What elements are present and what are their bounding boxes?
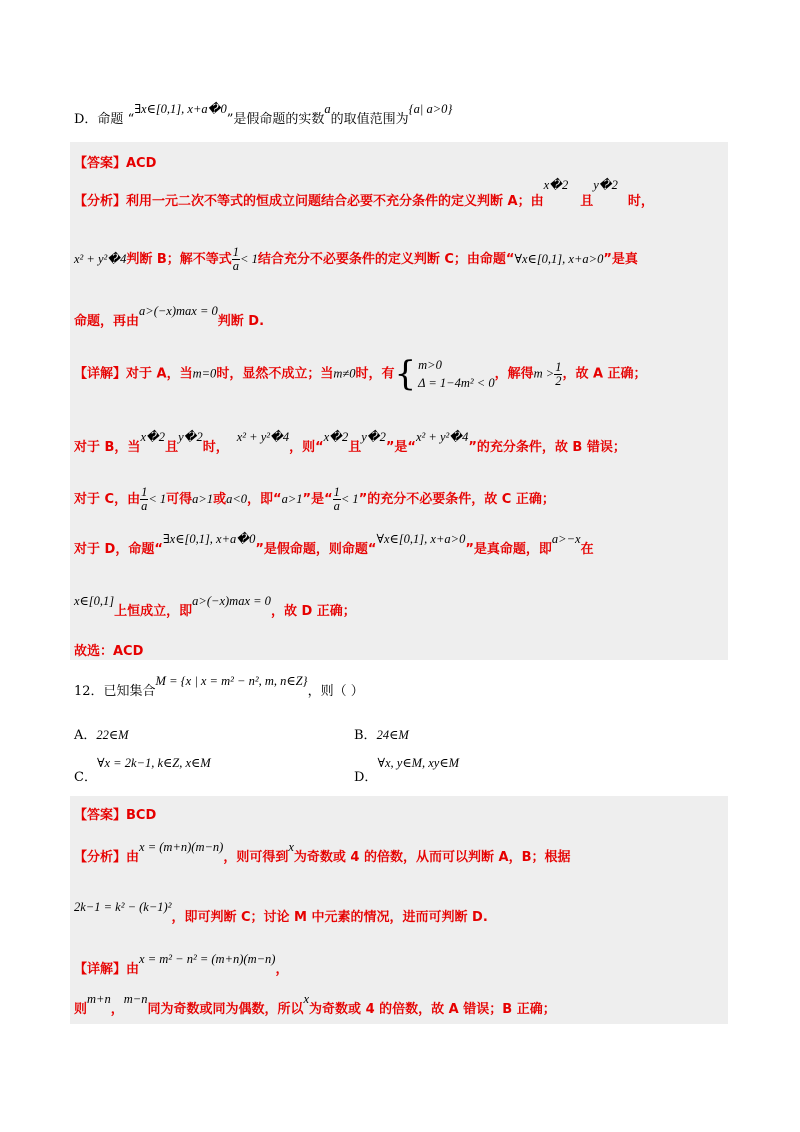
prev-option-d	[74, 102, 453, 127]
detail-b-head: 对于 B，当	[74, 440, 141, 455]
analysis-2-t2: 为奇数或 4 的倍数，从而可以判断 A，B；根据	[293, 850, 571, 865]
analysis-t2: 结合充分不必要条件的定义判断 C；由命题“	[257, 252, 515, 267]
analysis-t3: ”是真	[603, 252, 638, 267]
detail-2-e-t1: ，	[110, 1002, 124, 1017]
detail-1-line-d	[74, 532, 594, 557]
math-x2y2: x² + y²�4	[74, 252, 127, 266]
frac-num: 1	[333, 485, 340, 499]
or-word: 或	[213, 492, 227, 507]
math-m-plus-n: m+n	[87, 992, 111, 1006]
frac-den: a	[333, 499, 340, 513]
detail-d-t4: 上恒成立，即	[114, 604, 193, 619]
detail-d-t2: ”是真命题，即	[465, 542, 552, 557]
when-word: 时，	[627, 194, 654, 209]
math-x-ge-2: x�2	[140, 430, 166, 444]
analysis-2-t3: ，即可判断 C；讨论 M 中元素的情况，进而可判断 D.	[171, 910, 488, 925]
analysis-t1: 判断 B；解不等式	[126, 252, 232, 267]
frac-num: 1	[141, 485, 148, 499]
answer-1-label: 【答案】ACD	[74, 156, 157, 171]
fraction-1-over-a	[333, 486, 341, 513]
option-c-label: C．	[74, 770, 97, 785]
detail-1-line-e	[74, 594, 356, 619]
system-row-2: Δ = 1−4m² < 0	[418, 376, 495, 390]
option-d-expr: ∃x∈[0,1], x+a�0	[134, 102, 227, 116]
when-word: 时，	[202, 440, 229, 455]
math-2k-1: 2k−1 = k² − (k−1)²	[74, 900, 172, 914]
math-lt-1: < 1	[240, 252, 258, 266]
answer-block-1	[70, 142, 728, 660]
frac-den: a	[232, 259, 240, 273]
option-d-label: D．	[354, 770, 378, 785]
math-lt-1: < 1	[148, 492, 167, 506]
math-x-ge-2: x�2	[543, 178, 569, 192]
math-x-diff-squares: x = m² − n² = (m+n)(m−n)	[139, 952, 276, 966]
math-y-ge-2: y�2	[178, 430, 203, 444]
math-x-in-interval: x∈[0,1]	[74, 594, 115, 608]
and-word: 且	[165, 440, 179, 455]
math-m-ne-0: m≠0	[333, 366, 356, 381]
frac-den: 2	[555, 373, 562, 388]
math-lt-1: < 1	[340, 492, 359, 506]
and-word: 且	[580, 194, 594, 209]
detail-t4: ，故 A 正确；	[562, 366, 647, 382]
option-d-text: 是假命题的实数	[233, 112, 325, 127]
detail-d-t3: 在	[580, 542, 594, 557]
math-x2y2: x² + y²�4	[415, 430, 469, 444]
option-d-set: {a| a>0}	[408, 102, 453, 116]
detail-1-line-a	[74, 356, 647, 392]
analysis-2-line-1	[74, 840, 571, 865]
option-d-text2: 的取值范围为	[330, 112, 409, 127]
q12-stem-text: 12．已知集合	[74, 684, 156, 699]
option-b-math: 24∈M	[376, 728, 409, 742]
math-x-product: x = (m+n)(m−n)	[139, 840, 224, 854]
detail-t3: ，解得	[494, 366, 534, 382]
quote-open: “	[127, 112, 135, 127]
detail-2-e-head: 则	[74, 1002, 88, 1017]
detail-1-line-b	[74, 430, 626, 455]
option-d-label: D．命题	[74, 112, 124, 127]
brace-glyph: {	[394, 354, 417, 394]
analysis-1-line-3	[74, 304, 265, 329]
frac-num: 1	[232, 245, 240, 259]
detail-2-line-1	[74, 952, 289, 977]
detail-head: 【详解】对于 A，当	[74, 366, 193, 382]
detail-c-head: 对于 C，由	[74, 492, 141, 507]
math-x-ge-2: x�2	[323, 430, 349, 444]
analysis-2-head: 【分析】由	[74, 850, 140, 865]
math-a-gt-1: a>1	[192, 492, 214, 506]
analysis-t5: 判断 D.	[217, 314, 265, 329]
system-of-inequalities	[394, 356, 494, 392]
detail-c-t4: ”的充分不必要条件，故 C 正确；	[358, 492, 555, 507]
math-forall: ∀x∈[0,1], x+a>0	[376, 532, 466, 546]
option-b[interactable]	[354, 724, 409, 743]
detail-d-head: 对于 D，命题“	[74, 542, 163, 557]
detail-b-t1: ，则“	[289, 440, 324, 455]
analysis-head: 【分析】利用一元二次不等式的恒成立问题结合必要不充分条件的定义判断 A；由	[74, 194, 544, 209]
math-m-eq-0: m=0	[192, 366, 217, 381]
option-c[interactable]	[74, 752, 211, 785]
math-x2y2: x² + y²�4	[236, 430, 290, 444]
math-max: a>(−x)max = 0	[192, 594, 271, 608]
math-set-m: M = {x | x = m² − n², m, n∈Z}	[155, 674, 308, 688]
math-m-gt: m >	[533, 366, 555, 381]
detail-c-t3: ”是“	[302, 492, 333, 507]
answer-2-label: 【答案】BCD	[74, 808, 157, 823]
math-y-ge-2: y�2	[361, 430, 386, 444]
detail-2-head: 【详解】由	[74, 962, 140, 977]
detail-c-t1: 可得	[166, 492, 193, 507]
analysis-t4: 命题，再由	[74, 314, 140, 329]
system-row-1: m>0	[418, 358, 442, 372]
option-d-var: a	[324, 102, 331, 116]
analysis-2-t1: ，则可得到	[223, 850, 289, 865]
detail-2-t1: ，	[275, 962, 289, 977]
detail-c-t2: ，即“	[247, 492, 282, 507]
option-c-math: ∀x = 2k−1, k∈Z, x∈M	[96, 756, 211, 770]
math-exists: ∃x∈[0,1], x+a�0	[162, 532, 256, 546]
detail-1-line-c	[74, 486, 555, 513]
analysis-1-line-1	[74, 178, 654, 209]
question-12-stem	[74, 674, 364, 699]
option-d-math: ∀x, y∈M, xy∈M	[377, 756, 460, 770]
fraction-1-over-a	[232, 246, 240, 273]
choice-1: 故选：ACD	[74, 644, 144, 659]
q12-tail: ，则（ ）	[307, 684, 364, 699]
math-m-minus-n: m−n	[123, 992, 148, 1006]
and-word: 且	[348, 440, 362, 455]
detail-b-t3: ”的充分条件，故 B 错误；	[468, 440, 626, 455]
math-x: x	[303, 992, 310, 1006]
detail-2-line-2	[74, 992, 556, 1017]
math-max: a>(−x)max = 0	[139, 304, 218, 318]
detail-t2: 时，有	[355, 366, 395, 382]
math-y-ge-2: y�2	[593, 178, 618, 192]
detail-b-t2: ”是“	[385, 440, 416, 455]
detail-2-e-t3: 为奇数或 4 的倍数，故 A 错误；B 正确；	[309, 1002, 556, 1017]
math-a-lt-0: a<0	[226, 492, 248, 506]
option-a-label: A．	[74, 728, 97, 743]
math-a-gt-negx: a>−x	[551, 532, 581, 546]
math-x: x	[288, 840, 294, 854]
math-forall: ∀x∈[0,1], x+a>0	[514, 252, 604, 266]
math-a-gt-1: a>1	[281, 492, 303, 506]
option-a-math: 22∈M	[96, 728, 129, 742]
detail-d-t1: ”是假命题，则命题“	[255, 542, 377, 557]
frac-num: 1	[555, 359, 562, 374]
option-b-label: B．	[354, 728, 377, 743]
quote-close: ”	[226, 112, 234, 127]
option-d[interactable]	[354, 752, 460, 785]
analysis-2-line-2	[74, 900, 488, 925]
frac-den: a	[141, 499, 148, 513]
detail-t1: 时，显然不成立；当	[216, 366, 334, 382]
detail-2-e-t2: 同为奇数或同为偶数，所以	[147, 1002, 304, 1017]
detail-d-t5: ，故 D 正确；	[270, 604, 356, 619]
analysis-1-line-2	[74, 246, 638, 273]
option-a[interactable]	[74, 724, 129, 743]
